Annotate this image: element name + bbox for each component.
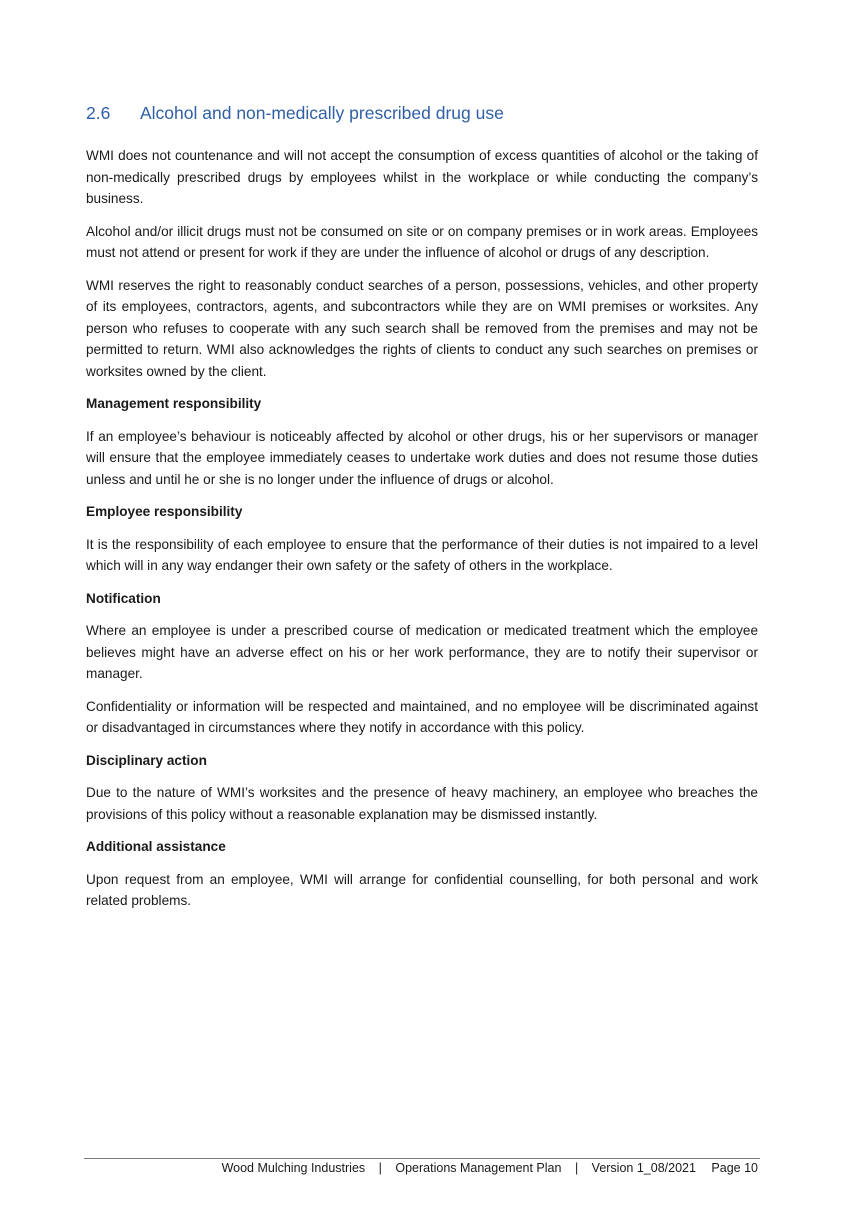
footer-version: Version 1_08/2021 [591, 1161, 696, 1175]
section-heading [86, 103, 504, 124]
paragraph-management-responsibility: If an employee’s behaviour is noticeably affected by alcohol or other drugs, his or her supervisors or manager will ensure that the employee immediately ceases to undertake work duties and does not resume those duties unless and until he or she is no longer under the influence of drugs or alcohol. [86, 428, 758, 487]
paragraph-disciplinary-action: Due to the nature of WMI’s worksites and the presence of heavy machinery, an employee who breaches the provisions of this policy without a reasonable explanation may be dismissed instantly. [86, 785, 758, 822]
footer-separator: | [574, 1161, 579, 1175]
subheading-notification: Notification [86, 590, 161, 606]
footer-document-title: Operations Management Plan [395, 1161, 562, 1175]
section-number: 2.6 [86, 102, 111, 123]
subheading-management-responsibility: Management responsibility [86, 396, 262, 411]
paragraph-notification-medication: Where an employee is under a prescribed course of medication or medicated treatment which the employee believes might have an adverse effect on his or her work performance, they are to notify their supervisor or manager. [86, 623, 758, 681]
paragraph-notification-confidentiality: Confidentiality or information will be respected and maintained, and no employee will be discriminated against or disadvantaged in circumstances where they notify in accordance with this policy. [86, 698, 758, 735]
paragraph-employee-responsibility: It is the responsibility of each employee to ensure that the performance of their duties is not impaired to a level which will in any way endanger their own safety or the safety of others in the workplace. [86, 536, 758, 573]
document-body [86, 145, 758, 923]
paragraph-additional-assistance: Upon request from an employee, WMI will arrange for confidential counselling, for both personal and work related problems. [86, 871, 758, 908]
footer-company: Wood Mulching Industries [221, 1161, 366, 1175]
subheading-employee-responsibility: Employee responsibility [86, 504, 243, 519]
subheading-additional-assistance: Additional assistance [86, 839, 226, 854]
paragraph-consumption-rule: Alcohol and/or illicit drugs must not be consumed on site or on company premises or in work areas. Employees must not attend or present for work if they are under the influence of alcohol or drugs of any description. [86, 223, 758, 260]
subheading-disciplinary-action: Disciplinary action [86, 752, 207, 768]
section-title: Alcohol and non-medically prescribed drug use [140, 102, 504, 123]
page-footer [222, 1161, 758, 1175]
paragraph-searches: WMI reserves the right to reasonably conduct searches of a person, possessions, vehicles, and other property of its employees, contractors, agents, and subcontractors while they are on WMI premises or worksites. Any person who refuses to cooperate with any such search shall be removed from the premises and may not be permitted to return. WMI also acknowledges the rights of clients to conduct any such searches on premises or worksites owned by the client. [86, 277, 758, 379]
footer-divider [84, 1158, 760, 1159]
footer-page-number: Page 10 [711, 1161, 758, 1175]
footer-separator: | [378, 1161, 382, 1175]
paragraph-policy-statement: WMI does not countenance and will not accept the consumption of excess quantities of alcohol or the taking of non-medically prescribed drugs by employees whilst in the workplace or while conducting the company’s business. [86, 148, 758, 206]
